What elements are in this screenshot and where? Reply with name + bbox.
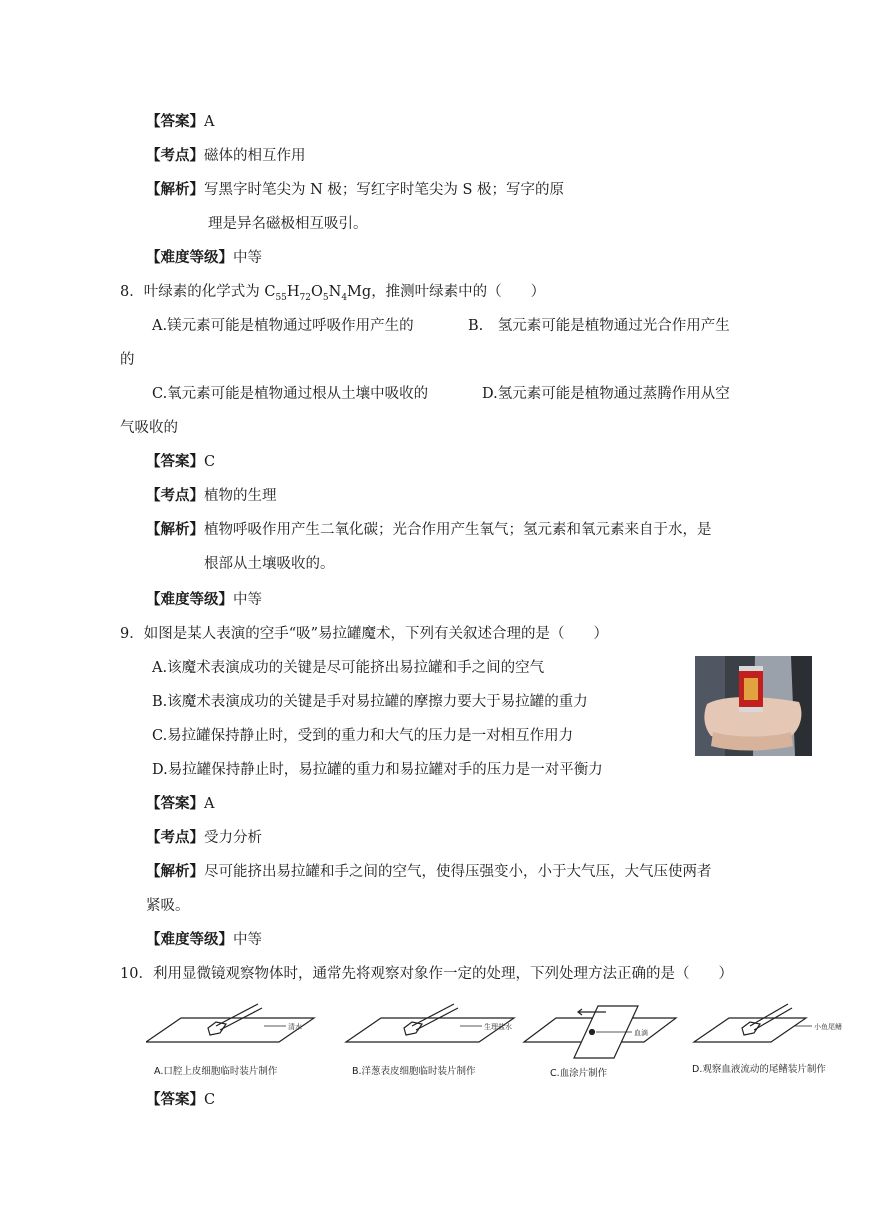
- analysis-text: 植物呼吸作用产生二氧化碳；光合作用产生氧气；氢元素和氧元素来自于水，是: [204, 522, 712, 538]
- q8-option-c: C.氧元素可能是植物通过根从土壤中吸收的: [152, 386, 429, 402]
- q9-point: [146, 828, 262, 848]
- formula-sub: 72: [299, 292, 311, 303]
- q9-stem: 9．如图是某人表演的空手“吸”易拉罐魔术，下列有关叙述合理的是（ ）: [120, 626, 609, 642]
- point-tag: 【考点】: [146, 147, 204, 164]
- point-value: 受力分析: [204, 830, 262, 846]
- formula-element: N: [328, 284, 342, 300]
- magic-can-photo: [695, 656, 812, 756]
- analysis-text: 写黑字时笔尖为 N 极；写红字时笔尖为 S 极；写字的原: [204, 182, 565, 198]
- figure-a-label: 清水: [288, 1023, 302, 1031]
- formula-element: O: [311, 284, 323, 300]
- figure-b-caption: B.洋葱表皮细胞临时装片制作: [352, 1066, 476, 1077]
- point-tag: 【考点】: [146, 829, 204, 846]
- figure-b-label: 生理盐水: [484, 1023, 512, 1031]
- answer-tag: 【答案】: [146, 1091, 204, 1108]
- figure-c-label: 血滴: [634, 1029, 648, 1037]
- level-tag: 【难度等级】: [146, 931, 233, 948]
- q8-option-b: B. 氢元素可能是植物通过光合作用产生: [468, 318, 730, 334]
- q8-answer: [146, 452, 215, 472]
- q8-analysis: [146, 520, 712, 540]
- q8-stem-suffix: ，推测叶绿素中的（ ）: [371, 284, 546, 300]
- answer-value: C: [204, 1092, 216, 1108]
- answer-value: A: [204, 796, 215, 812]
- q10-stem: 10．利用显微镜观察物体时，通常先将观察对象作一定的处理，下列处理方法正确的是（ ）: [120, 966, 733, 982]
- analysis-text: 尽可能挤出易拉罐和手之间的空气，使得压强变小，小于大气压，大气压使两者: [204, 864, 712, 880]
- q7-analysis: [146, 180, 564, 200]
- q9-option-a: A.该魔术表演成功的关键是尽可能挤出易拉罐和手之间的空气: [152, 660, 545, 676]
- analysis-tag: 【解析】: [146, 181, 204, 198]
- magic-can-illustration: [695, 656, 812, 756]
- level-value: 中等: [233, 592, 262, 608]
- q9-analysis-cont: 紧吸。: [146, 898, 190, 914]
- q7-answer: [146, 112, 214, 132]
- slide-preparation-figures: [146, 998, 846, 1084]
- figure-c-caption: C.血涂片制作: [550, 1068, 608, 1079]
- q8-option-d-cont: 气吸收的: [120, 420, 178, 436]
- formula-element: H: [286, 284, 300, 300]
- figure-d-caption: D.观察血液流动的尾鳍装片制作: [692, 1064, 826, 1075]
- answer-tag: 【答案】: [146, 795, 204, 812]
- q9-level: [146, 930, 262, 950]
- q9-option-b: B.该魔术表演成功的关键是手对易拉罐的摩擦力要大于易拉罐的重力: [152, 694, 588, 710]
- answer-tag: 【答案】: [146, 113, 204, 130]
- formula-sub: 5: [322, 292, 329, 303]
- q7-point: [146, 146, 306, 166]
- q8-point: [146, 486, 277, 506]
- q8-stem: [120, 282, 545, 308]
- figure-c: [524, 1006, 676, 1079]
- q10-answer: [146, 1090, 215, 1110]
- q8-stem-prefix: 8．叶绿素的化学式为 C: [120, 284, 276, 300]
- formula-sub: 4: [341, 292, 348, 303]
- q9-analysis: [146, 862, 712, 882]
- formula-sub: 55: [275, 292, 287, 303]
- level-value: 中等: [233, 932, 262, 948]
- answer-tag: 【答案】: [146, 453, 204, 470]
- answer-value: C: [204, 454, 216, 470]
- q8-option-a: A.镁元素可能是植物通过呼吸作用产生的: [152, 318, 414, 334]
- point-value: 植物的生理: [204, 488, 277, 504]
- formula-element: Mg: [347, 284, 372, 300]
- figure-d: [692, 1004, 842, 1075]
- q9-answer: [146, 794, 214, 814]
- analysis-tag: 【解析】: [146, 863, 204, 880]
- analysis-tag: 【解析】: [146, 521, 204, 538]
- answer-value: A: [204, 114, 215, 130]
- level-value: 中等: [233, 250, 262, 266]
- figure-d-label: 小鱼尾鳍: [814, 1023, 842, 1031]
- q7-analysis-cont: 理是异名磁极相互吸引。: [208, 216, 368, 232]
- q7-level: [146, 248, 262, 268]
- figure-a: [146, 1004, 314, 1077]
- q9-option-c: C.易拉罐保持静止时，受到的重力和大气的压力是一对相互作用力: [152, 728, 574, 744]
- q9-option-d: D.易拉罐保持静止时，易拉罐的重力和易拉罐对手的压力是一对平衡力: [152, 762, 603, 778]
- q8-analysis-cont: 根部从土壤吸收的。: [204, 556, 335, 572]
- point-value: 磁体的相互作用: [204, 148, 306, 164]
- level-tag: 【难度等级】: [146, 591, 233, 608]
- q8-option-d: D.氢元素可能是植物通过蒸腾作用从空: [482, 386, 730, 402]
- figure-b: [346, 1004, 514, 1077]
- q8-option-b-cont: 的: [120, 352, 135, 368]
- q8-level: [146, 590, 262, 610]
- point-tag: 【考点】: [146, 487, 204, 504]
- figure-a-caption: A.口腔上皮细胞临时装片制作: [154, 1066, 278, 1077]
- level-tag: 【难度等级】: [146, 249, 233, 266]
